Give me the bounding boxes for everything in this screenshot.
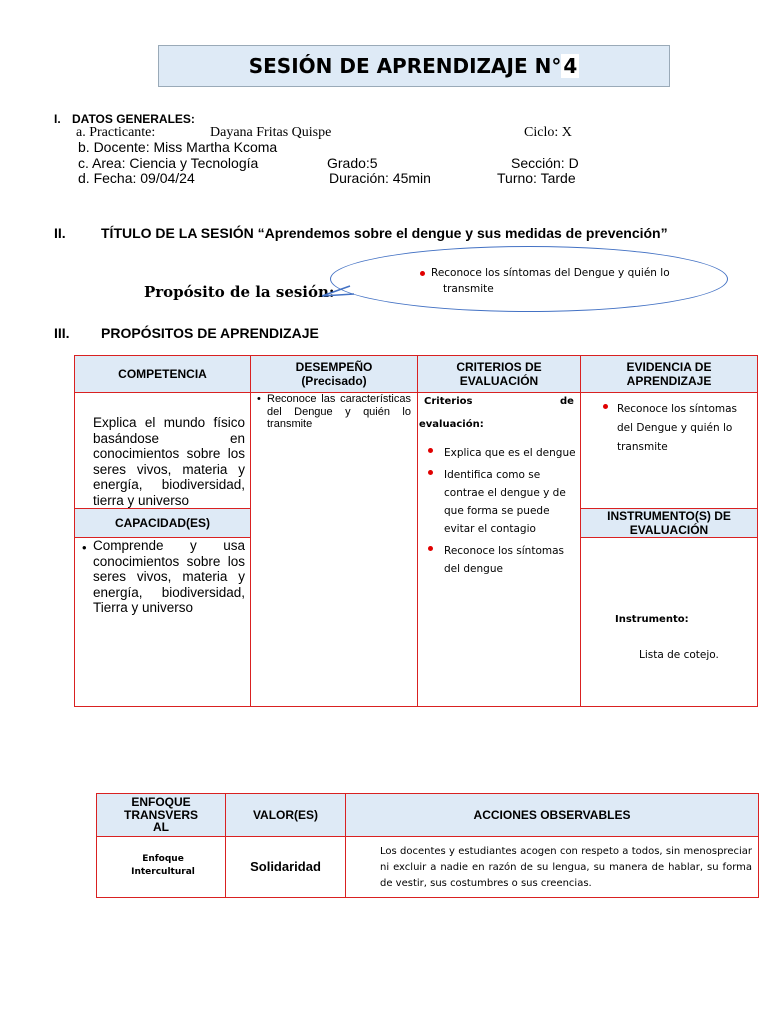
header-criterios: CRITERIOS DE EVALUACIÓN — [417, 355, 581, 393]
section1-roman: I. — [54, 112, 61, 126]
bullet-icon — [428, 546, 433, 551]
header-capacidad: CAPACIDAD(ES) — [74, 508, 251, 538]
ciclo: Ciclo: X — [524, 125, 572, 140]
capacidad-text: Comprende y usa conocimientos sobre los seres vivos, materia y energía, biodiversidad, Tierra y universo — [93, 538, 245, 615]
bullet-icon — [420, 271, 425, 276]
header-acciones: ACCIONES OBSERVABLES — [345, 793, 759, 837]
header-instrumento: INSTRUMENTO(S) DE EVALUACIÓN — [580, 508, 758, 538]
capacidad-bullet: • — [82, 540, 87, 555]
header-competencia: COMPETENCIA — [74, 355, 251, 393]
criterios-list — [428, 443, 578, 577]
acciones-value: Los docentes y estudiantes acogen con respeto a todos, sin menospreciar ni excluir a nadie en razón de su lengua, su manera de hablar, su forma de vestir, sus costumbres o sus creencias. — [380, 846, 752, 889]
instrumento-value: Lista de cotejo. — [639, 649, 719, 661]
duracion: Duración: 45min — [329, 170, 431, 186]
list-item: Reconoce los síntomas del dengue — [428, 541, 578, 577]
bullet-icon — [428, 448, 433, 453]
desempeno-text: Reconoce las características del Dengue y quién lo transmite — [267, 393, 411, 430]
page-title: SESIÓN DE APRENDIZAJE N° 4 — [248, 54, 578, 78]
seccion: Sección: D — [511, 155, 579, 171]
valor-value: Solidaridad — [250, 859, 321, 874]
enfoque-cell — [96, 836, 226, 898]
competencia-text: Explica el mundo físico basándose en conocimientos sobre los seres vivos, materia y energía, biodiversidad, tierra y universo — [93, 415, 245, 508]
criterios-cell — [417, 392, 581, 707]
capacidad-cell — [74, 537, 251, 707]
proposito-bubble — [330, 246, 728, 312]
bubble-line1: Reconoce los síntomas del Dengue y quién lo — [420, 267, 670, 279]
criterios-label3: evaluación: — [419, 419, 484, 430]
header-desempeno: DESEMPEÑO (Precisado) — [250, 355, 418, 393]
desempeno-cell — [250, 392, 418, 707]
title-box — [158, 45, 670, 87]
docente: b. Docente: Miss Martha Kcoma — [78, 139, 278, 155]
instrumento-label: Instrumento: — [615, 614, 689, 625]
header-evidencia: EVIDENCIA DE APRENDIZAJE — [580, 355, 758, 393]
section2-roman: II. — [54, 225, 66, 241]
header-valor: VALOR(ES) — [225, 793, 346, 837]
area: c. Area: Ciencia y Tecnología — [78, 155, 259, 171]
evidencia-item: Reconoce los síntomas del Dengue y quién lo transmite — [601, 399, 751, 456]
criterios-label1: Criterios — [424, 396, 473, 407]
fecha: d. Fecha: 09/04/24 — [78, 170, 195, 186]
instrumento-cell — [580, 537, 758, 707]
evidencia-cell — [580, 392, 758, 509]
acciones-cell — [345, 836, 759, 898]
turno: Turno: Tarde — [497, 170, 576, 186]
valor-cell — [225, 836, 346, 898]
section3-heading: PROPÓSITOS DE APRENDIZAJE — [101, 325, 319, 341]
header-enfoque: ENFOQUE TRANSVERS AL — [96, 793, 226, 837]
competencia-cell — [74, 392, 251, 509]
desempeno-bullet: • — [257, 393, 261, 405]
criterios-label2: de — [560, 396, 574, 407]
grado: Grado:5 — [327, 155, 378, 171]
section2-heading: TÍTULO DE LA SESIÓN “Aprendemos sobre el dengue y sus medidas de prevención” — [101, 225, 668, 241]
list-item: Identifica como se contrae el dengue y de que forma se puede evitar el contagio — [428, 465, 578, 537]
bubble-line2: transmite — [443, 283, 494, 295]
enfoque-value: Enfoque Intercultural — [131, 854, 195, 877]
bullet-icon — [603, 404, 608, 409]
practicante-label: a. Practicante: — [76, 125, 156, 140]
list-item: Explica que es el dengue — [428, 443, 578, 461]
section3-roman: III. — [54, 325, 70, 341]
section1-heading: DATOS GENERALES: — [72, 112, 195, 126]
practicante-value: Dayana Fritas Quispe — [210, 125, 332, 140]
bullet-icon — [428, 470, 433, 475]
proposito-label: Propósito de la sesión: — [144, 283, 335, 301]
